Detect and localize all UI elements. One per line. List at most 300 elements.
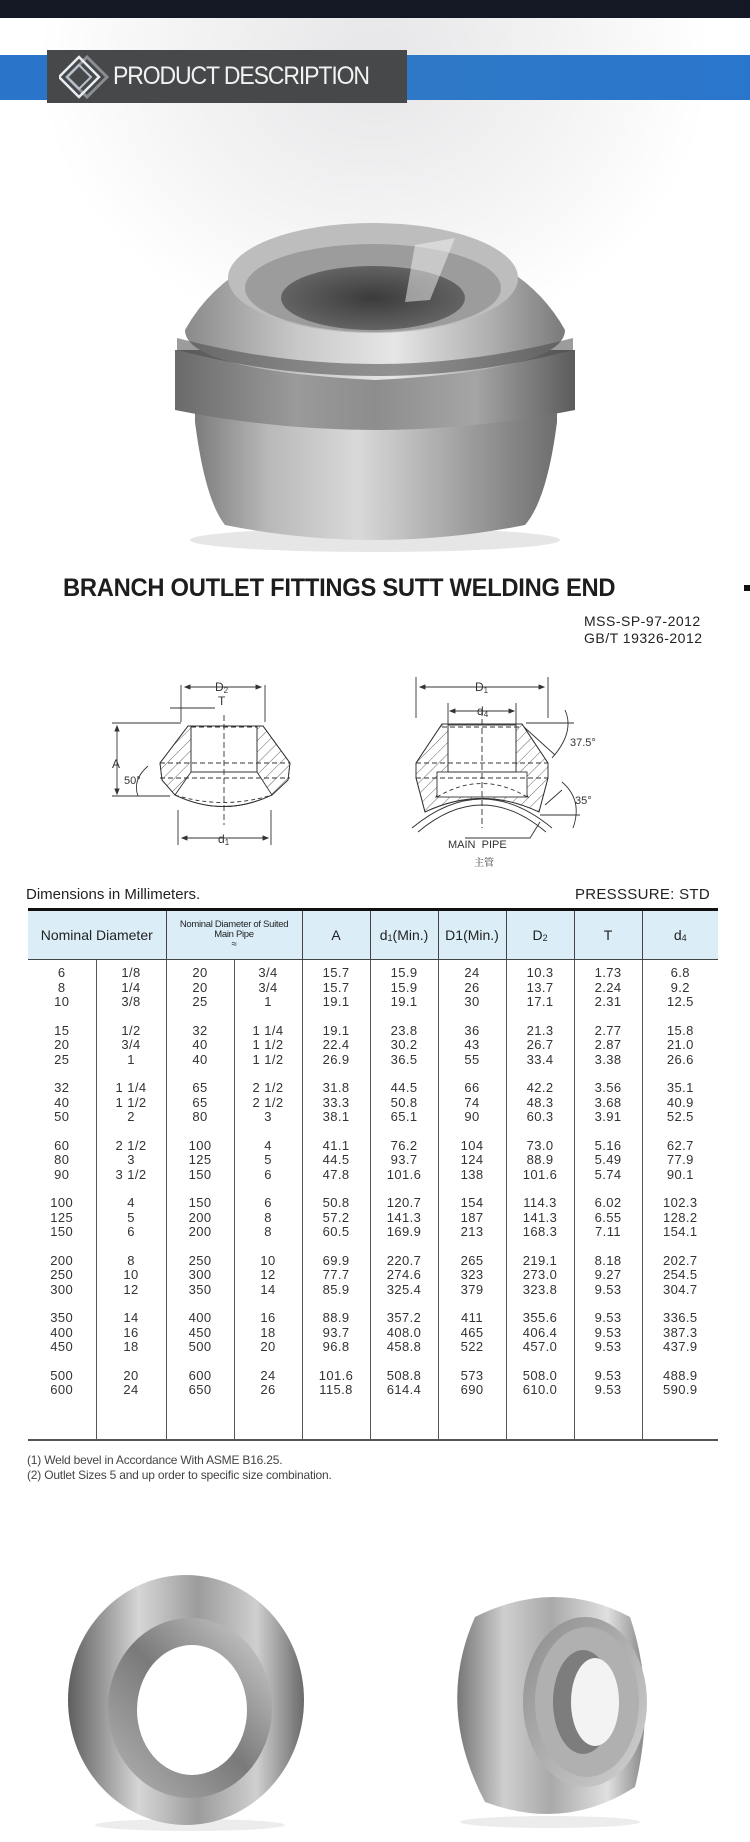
standard-item: MSS-SP-97-2012	[584, 613, 701, 629]
table-cell: 614.4	[370, 1383, 438, 1398]
table-cell: 500	[28, 1369, 96, 1384]
group-spacer-row	[28, 1010, 718, 1024]
header-suited-line3: ≈	[231, 939, 237, 950]
table-cell: 20	[28, 1038, 96, 1053]
spacer-cell	[506, 1240, 574, 1254]
table-cell: 20	[166, 981, 234, 996]
top-dark-bar	[0, 0, 750, 18]
table-row	[28, 1168, 718, 1183]
spacer-cell	[574, 1125, 642, 1139]
table-cell: 1/2	[96, 1024, 166, 1039]
spacer-cell	[302, 1010, 370, 1024]
table-cell: 114.3	[506, 1196, 574, 1211]
table-cell: 124	[438, 1153, 506, 1168]
svg-text:35°: 35°	[575, 795, 592, 807]
table-cell: 2.77	[574, 1024, 642, 1039]
table-cell: 65.1	[370, 1110, 438, 1125]
spacer-cell	[506, 1125, 574, 1139]
table-cell: 465	[438, 1326, 506, 1341]
table-cell: 200	[166, 1225, 234, 1240]
spacer-cell	[302, 1182, 370, 1196]
table-row	[28, 1340, 718, 1355]
spacer-cell	[438, 1297, 506, 1311]
table-cell: 90	[28, 1168, 96, 1183]
table-cell: 10	[96, 1268, 166, 1283]
table-cell: 6.02	[574, 1196, 642, 1211]
spacer-cell	[234, 1182, 302, 1196]
table-cell: 31.8	[302, 1081, 370, 1096]
table-cell: 101.6	[370, 1168, 438, 1183]
table-cell: 12	[234, 1268, 302, 1283]
table-cell: 41.1	[302, 1139, 370, 1154]
table-cell: 6	[96, 1225, 166, 1240]
table-cell: 101.6	[506, 1168, 574, 1183]
table-cell: 2	[96, 1110, 166, 1125]
table-cell: 154.1	[642, 1225, 718, 1240]
table-cell: 3	[96, 1153, 166, 1168]
table-cell: 274.6	[370, 1268, 438, 1283]
table-cell: 8	[234, 1211, 302, 1226]
table-cell: 336.5	[642, 1311, 718, 1326]
table-cell: 9.53	[574, 1283, 642, 1298]
table-cell: 4	[234, 1139, 302, 1154]
header-d1-suffix: (Min.)	[392, 927, 429, 943]
spacer-cell	[642, 1067, 718, 1081]
table-cell: 202.7	[642, 1254, 718, 1269]
table-cell: 26.6	[642, 1053, 718, 1068]
table-row	[28, 1024, 718, 1039]
table-cell: 220.7	[370, 1254, 438, 1269]
dimensions-caption: Dimensions in Millimeters.	[26, 886, 201, 903]
spacer-cell	[96, 1297, 166, 1311]
table-cell: 323.8	[506, 1283, 574, 1298]
table-cell: 450	[28, 1340, 96, 1355]
spacer-cell	[370, 1182, 438, 1196]
table-cell: 2.24	[574, 981, 642, 996]
spacer-cell	[96, 1240, 166, 1254]
spacer-cell	[302, 1067, 370, 1081]
footnote-1: (1) Weld bevel in Accordance With ASME B16.25.	[27, 1453, 283, 1467]
table-row	[28, 1038, 718, 1053]
header-d1-base: d	[379, 927, 388, 943]
spacer-cell	[506, 1297, 574, 1311]
group-spacer-row	[28, 1067, 718, 1081]
spacer-cell	[234, 1398, 302, 1440]
spacer-cell	[506, 1067, 574, 1081]
spacer-cell	[438, 1182, 506, 1196]
table-cell: 33.3	[302, 1096, 370, 1111]
table-cell: 600	[28, 1383, 96, 1398]
table-cell: 22.4	[302, 1038, 370, 1053]
spacer-cell	[28, 1010, 96, 1024]
table-cell: 4	[96, 1196, 166, 1211]
table-cell: 14	[96, 1311, 166, 1326]
spacer-cell	[370, 1398, 438, 1440]
table-cell: 1	[96, 1053, 166, 1068]
svg-text:d4: d4	[477, 704, 489, 719]
table-cell: 52.5	[642, 1110, 718, 1125]
table-cell: 8	[28, 981, 96, 996]
table-row	[28, 1081, 718, 1096]
spacer-cell	[166, 1010, 234, 1024]
table-cell: 150	[166, 1196, 234, 1211]
footnote-2: (2) Outlet Sizes 5 and up order to specific size combination.	[27, 1468, 332, 1482]
header-suited-line1: Nominal Diameter of Suited	[179, 919, 289, 930]
table-cell: 85.9	[302, 1283, 370, 1298]
spacer-cell	[166, 1398, 234, 1440]
table-cell: 65	[166, 1096, 234, 1111]
svg-text:D1: D1	[475, 680, 489, 695]
spacer-cell	[28, 1398, 96, 1440]
svg-text:50°: 50°	[124, 775, 141, 787]
header-suited-line2: Main Pipe	[214, 929, 254, 940]
table-cell: 187	[438, 1211, 506, 1226]
table-row	[28, 1268, 718, 1283]
table-cell: 47.8	[302, 1168, 370, 1183]
table-cell: 19.1	[302, 995, 370, 1010]
table-cell: 18	[234, 1326, 302, 1341]
spacer-cell	[642, 1240, 718, 1254]
table-cell: 1 1/4	[96, 1081, 166, 1096]
table-cell: 19.1	[302, 1024, 370, 1039]
table-cell: 3.38	[574, 1053, 642, 1068]
table-cell: 3/4	[234, 981, 302, 996]
table-cell: 38.1	[302, 1110, 370, 1125]
table-cell: 250	[166, 1254, 234, 1269]
spacer-cell	[234, 1355, 302, 1369]
spacer-cell	[234, 1240, 302, 1254]
table-cell: 1	[234, 995, 302, 1010]
table-cell: 6	[234, 1168, 302, 1183]
table-cell: 9.2	[642, 981, 718, 996]
table-cell: 66	[438, 1081, 506, 1096]
table-row	[28, 1096, 718, 1111]
outlet-fitting-front-view-photo	[68, 1570, 308, 1832]
table-cell: 128.2	[642, 1211, 718, 1226]
left-drawing	[112, 685, 290, 845]
spacer-cell	[642, 1010, 718, 1024]
table-row	[28, 981, 718, 996]
table-cell: 650	[166, 1383, 234, 1398]
svg-text:MAIN PIPE: MAIN PIPE	[448, 839, 507, 851]
table-cell: 23.8	[370, 1024, 438, 1039]
spacer-cell	[642, 1125, 718, 1139]
table-cell: 1/8	[96, 960, 166, 981]
header-nominal-diameter: Nominal Diameter	[28, 910, 166, 960]
group-spacer-row	[28, 1182, 718, 1196]
spacer-cell	[370, 1240, 438, 1254]
table-cell: 125	[28, 1211, 96, 1226]
table-cell: 3	[234, 1110, 302, 1125]
table-cell: 2 1/2	[234, 1096, 302, 1111]
table-cell: 57.2	[302, 1211, 370, 1226]
table-cell: 690	[438, 1383, 506, 1398]
table-cell: 168.3	[506, 1225, 574, 1240]
spacer-cell	[370, 1125, 438, 1139]
spacer-cell	[96, 1067, 166, 1081]
spacer-cell	[28, 1355, 96, 1369]
right-drawing	[412, 677, 580, 838]
spacer-cell	[28, 1297, 96, 1311]
table-tail-row	[28, 1398, 718, 1440]
table-cell: 80	[28, 1153, 96, 1168]
table-cell: 9.53	[574, 1311, 642, 1326]
table-cell: 355.6	[506, 1311, 574, 1326]
table-cell: 32	[166, 1024, 234, 1039]
table-cell: 120.7	[370, 1196, 438, 1211]
table-cell: 610.0	[506, 1383, 574, 1398]
table-cell: 213	[438, 1225, 506, 1240]
header-d4	[642, 910, 718, 960]
spacer-cell	[166, 1125, 234, 1139]
table-cell: 10	[234, 1254, 302, 1269]
table-cell: 304.7	[642, 1283, 718, 1298]
table-cell: 65	[166, 1081, 234, 1096]
table-cell: 9.53	[574, 1326, 642, 1341]
header-D2-base: D	[532, 927, 543, 943]
table-cell: 14	[234, 1283, 302, 1298]
table-cell: 62.7	[642, 1139, 718, 1154]
spacer-cell	[166, 1182, 234, 1196]
table-cell: 1 1/2	[96, 1096, 166, 1111]
svg-text:d1: d1	[218, 832, 230, 847]
table-cell: 387.3	[642, 1326, 718, 1341]
table-cell: 104	[438, 1139, 506, 1154]
table-row	[28, 960, 718, 981]
spacer-cell	[370, 1067, 438, 1081]
header-d4-base: d	[673, 927, 682, 943]
spacer-cell	[166, 1297, 234, 1311]
spacer-cell	[438, 1067, 506, 1081]
table-cell: 15.7	[302, 960, 370, 981]
table-cell: 350	[28, 1311, 96, 1326]
table-row	[28, 1110, 718, 1125]
table-row	[28, 1383, 718, 1398]
table-cell: 43	[438, 1038, 506, 1053]
table-cell: 6	[234, 1196, 302, 1211]
table-cell: 33.4	[506, 1053, 574, 1068]
table-cell: 40.9	[642, 1096, 718, 1111]
spacer-cell	[370, 1010, 438, 1024]
table-cell: 24	[438, 960, 506, 981]
table-cell: 250	[28, 1268, 96, 1283]
header-d1-sub: 1	[387, 933, 393, 943]
table-cell: 573	[438, 1369, 506, 1384]
table-cell: 254.5	[642, 1268, 718, 1283]
spacer-cell	[370, 1355, 438, 1369]
spacer-cell	[96, 1398, 166, 1440]
spacer-cell	[506, 1010, 574, 1024]
spacer-cell	[574, 1010, 642, 1024]
table-cell: 150	[28, 1225, 96, 1240]
table-cell: 19.1	[370, 995, 438, 1010]
table-cell: 8	[96, 1254, 166, 1269]
table-cell: 16	[96, 1326, 166, 1341]
header-d1	[370, 910, 438, 960]
table-cell: 3.56	[574, 1081, 642, 1096]
table-cell: 141.3	[370, 1211, 438, 1226]
table-row	[28, 1254, 718, 1269]
table-cell: 24	[96, 1383, 166, 1398]
svg-text:37.5°: 37.5°	[570, 737, 596, 749]
table-cell: 5.49	[574, 1153, 642, 1168]
table-cell: 3 1/2	[96, 1168, 166, 1183]
spacer-cell	[96, 1355, 166, 1369]
spacer-cell	[302, 1125, 370, 1139]
table-cell: 1.73	[574, 960, 642, 981]
table-cell: 9.53	[574, 1369, 642, 1384]
table-cell: 40	[166, 1038, 234, 1053]
table-cell: 3/8	[96, 995, 166, 1010]
table-cell: 25	[28, 1053, 96, 1068]
table-cell: 10.3	[506, 960, 574, 981]
spacer-cell	[28, 1067, 96, 1081]
table-row	[28, 1326, 718, 1341]
standards-list	[584, 613, 703, 647]
table-cell: 6	[28, 960, 96, 981]
standard-item: GB/T 19326-2012	[584, 630, 703, 646]
section-title: PRODUCT DESCRIPTION	[113, 62, 369, 90]
spacer-cell	[642, 1355, 718, 1369]
table-cell: 350	[166, 1283, 234, 1298]
svg-text:T: T	[218, 694, 226, 708]
table-cell: 48.3	[506, 1096, 574, 1111]
table-cell: 96.8	[302, 1340, 370, 1355]
table-cell: 60.3	[506, 1110, 574, 1125]
table-cell: 138	[438, 1168, 506, 1183]
table-cell: 3/4	[96, 1038, 166, 1053]
table-row	[28, 1053, 718, 1068]
table-cell: 12	[96, 1283, 166, 1298]
table-cell: 5	[96, 1211, 166, 1226]
table-cell: 60.5	[302, 1225, 370, 1240]
table-cell: 8.18	[574, 1254, 642, 1269]
table-cell: 500	[166, 1340, 234, 1355]
table-cell: 590.9	[642, 1383, 718, 1398]
table-cell: 522	[438, 1340, 506, 1355]
table-cell: 1 1/2	[234, 1053, 302, 1068]
spacer-cell	[370, 1297, 438, 1311]
table-cell: 450	[166, 1326, 234, 1341]
spacer-cell	[302, 1398, 370, 1440]
table-cell: 400	[28, 1326, 96, 1341]
table-cell: 488.9	[642, 1369, 718, 1384]
table-cell: 88.9	[506, 1153, 574, 1168]
table-cell: 9.27	[574, 1268, 642, 1283]
table-cell: 357.2	[370, 1311, 438, 1326]
spacer-cell	[302, 1355, 370, 1369]
table-cell: 26	[438, 981, 506, 996]
table-row	[28, 1311, 718, 1326]
table-cell: 8	[234, 1225, 302, 1240]
table-cell: 25	[166, 995, 234, 1010]
pressure-caption: PRESSSURE: STD	[574, 886, 710, 903]
table-cell: 40	[28, 1096, 96, 1111]
table-cell: 101.6	[302, 1369, 370, 1384]
table-cell: 406.4	[506, 1326, 574, 1341]
table-cell: 325.4	[370, 1283, 438, 1298]
table-cell: 2.31	[574, 995, 642, 1010]
svg-text:A: A	[112, 757, 121, 771]
header-d4-sub: 4	[681, 933, 687, 943]
table-cell: 24	[234, 1369, 302, 1384]
table-cell: 93.7	[370, 1153, 438, 1168]
spacer-cell	[96, 1182, 166, 1196]
table-row	[28, 995, 718, 1010]
spacer-cell	[28, 1182, 96, 1196]
table-cell: 400	[166, 1311, 234, 1326]
weldolet-fitting-photo	[165, 190, 585, 555]
header-suited-main-pipe	[166, 910, 302, 960]
spacer-cell	[96, 1010, 166, 1024]
table-cell: 100	[166, 1139, 234, 1154]
table-cell: 26.9	[302, 1053, 370, 1068]
group-spacer-row	[28, 1355, 718, 1369]
table-cell: 200	[166, 1211, 234, 1226]
table-cell: 21.0	[642, 1038, 718, 1053]
table-cell: 69.9	[302, 1254, 370, 1269]
table-cell: 141.3	[506, 1211, 574, 1226]
spacer-cell	[574, 1067, 642, 1081]
table-cell: 15.9	[370, 981, 438, 996]
table-cell: 15.8	[642, 1024, 718, 1039]
table-cell: 20	[234, 1340, 302, 1355]
table-cell: 219.1	[506, 1254, 574, 1269]
spacer-cell	[574, 1398, 642, 1440]
table-cell: 300	[166, 1268, 234, 1283]
table-cell: 508.8	[370, 1369, 438, 1384]
table-cell: 458.8	[370, 1340, 438, 1355]
table-cell: 411	[438, 1311, 506, 1326]
spacer-cell	[28, 1240, 96, 1254]
table-cell: 20	[166, 960, 234, 981]
spacer-cell	[642, 1297, 718, 1311]
table-cell: 50	[28, 1110, 96, 1125]
edge-mark	[744, 585, 750, 591]
table-cell: 20	[96, 1369, 166, 1384]
spacer-cell	[302, 1240, 370, 1254]
table-cell: 2 1/2	[96, 1139, 166, 1154]
group-spacer-row	[28, 1125, 718, 1139]
table-cell: 55	[438, 1053, 506, 1068]
table-cell: 1/4	[96, 981, 166, 996]
table-cell: 90	[438, 1110, 506, 1125]
svg-text:主管: 主管	[474, 858, 494, 869]
table-cell: 13.7	[506, 981, 574, 996]
table-cell: 32	[28, 1081, 96, 1096]
table-cell: 6.55	[574, 1211, 642, 1226]
technical-drawing	[90, 670, 650, 870]
table-cell: 323	[438, 1268, 506, 1283]
table-cell: 9.53	[574, 1340, 642, 1355]
header-A: A	[302, 910, 370, 960]
spacer-cell	[506, 1398, 574, 1440]
spacer-cell	[574, 1240, 642, 1254]
spacer-cell	[302, 1297, 370, 1311]
table-cell: 115.8	[302, 1383, 370, 1398]
table-cell: 26.7	[506, 1038, 574, 1053]
header-D2	[506, 910, 574, 960]
table-cell: 10	[28, 995, 96, 1010]
table-cell: 74	[438, 1096, 506, 1111]
table-cell: 15	[28, 1024, 96, 1039]
table-cell: 40	[166, 1053, 234, 1068]
table-cell: 437.9	[642, 1340, 718, 1355]
spacer-cell	[506, 1182, 574, 1196]
table-row	[28, 1283, 718, 1298]
spacer-cell	[574, 1297, 642, 1311]
table-row	[28, 1139, 718, 1154]
